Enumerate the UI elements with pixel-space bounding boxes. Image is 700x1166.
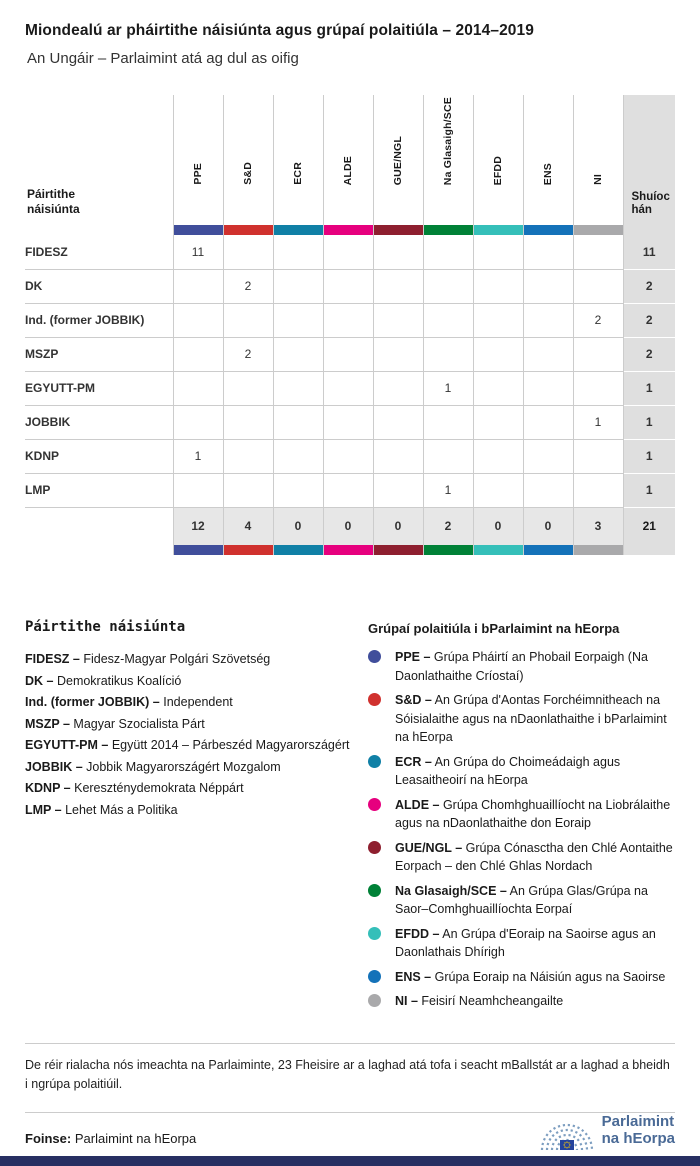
table-row	[25, 439, 675, 473]
party-name-cell: MSZP	[25, 337, 173, 371]
value-cell: 1	[573, 405, 623, 439]
value-cell	[573, 269, 623, 303]
value-cell: 1	[173, 439, 223, 473]
table-row	[25, 405, 675, 439]
group-color-bar	[574, 225, 623, 235]
value-cell	[323, 405, 373, 439]
value-cell	[323, 269, 373, 303]
value-cell	[523, 303, 573, 337]
group-header-ecr: ECR	[273, 95, 323, 225]
value-cell	[323, 439, 373, 473]
party-legend-item: EGYUTT-PM – Együtt 2014 – Párbeszéd Magyarországért	[25, 738, 350, 752]
value-cell	[223, 303, 273, 337]
value-cell	[373, 303, 423, 337]
group-legend-item: NI – Feisirí Neamhcheangailte	[368, 992, 675, 1011]
group-color-dot	[368, 798, 381, 811]
party-name-cell: Ind. (former JOBBIK)	[25, 303, 173, 337]
value-cell	[173, 405, 223, 439]
value-cell	[273, 303, 323, 337]
total-cell: 0	[373, 507, 423, 545]
value-cell	[523, 269, 573, 303]
value-cell	[273, 337, 323, 371]
value-cell: 1	[423, 371, 473, 405]
party-legend-item: KDNP – Kereszténydemokrata Néppárt	[25, 781, 244, 795]
value-cell	[573, 439, 623, 473]
value-cell: 2	[223, 337, 273, 371]
group-legend-item: GUE/NGL – Grúpa Cónasctha den Chlé Aontaithe Eorpach – den Chlé Ghlas Nordach	[368, 839, 675, 876]
seat-total-cell: 11	[623, 235, 675, 269]
party-name-cell: FIDESZ	[25, 235, 173, 269]
seat-total-cell: 1	[623, 473, 675, 507]
group-color-bar	[524, 545, 573, 555]
value-cell	[173, 473, 223, 507]
value-cell	[473, 303, 523, 337]
value-cell	[523, 473, 573, 507]
group-color-dot	[368, 693, 381, 706]
total-cell: 0	[523, 507, 573, 545]
group-header-ens: ENS	[523, 95, 573, 225]
value-cell	[223, 439, 273, 473]
value-cell	[273, 439, 323, 473]
value-cell	[523, 371, 573, 405]
value-cell	[323, 235, 373, 269]
value-cell	[473, 439, 523, 473]
seats-header-cell	[623, 95, 675, 225]
group-color-bar	[424, 225, 473, 235]
value-cell	[523, 405, 573, 439]
value-cell	[373, 371, 423, 405]
group-header-glasaigh: Na Glasaigh/SCE	[423, 95, 473, 225]
row-header-label: Páirtithe náisiúnta	[27, 187, 80, 216]
table-row	[25, 269, 675, 303]
value-cell	[423, 269, 473, 303]
group-header-guengl: GUE/NGL	[373, 95, 423, 225]
value-cell	[173, 269, 223, 303]
group-legend	[368, 619, 675, 1017]
source-label: Foinse:	[25, 1130, 72, 1146]
seats-table	[25, 95, 675, 555]
seat-total-cell: 2	[623, 337, 675, 371]
group-color-bar	[224, 225, 273, 235]
group-legend-heading: Grúpaí polaitiúla i bParlaimint na hEorpa	[368, 621, 620, 636]
ep-hemicycle-icon	[540, 1109, 594, 1153]
eu-flag-icon	[560, 1140, 574, 1150]
group-header-ni: NI	[573, 95, 623, 225]
value-cell	[323, 303, 373, 337]
group-legend-item: Na Glasaigh/SCE – An Grúpa Glas/Grúpa na Saor–Comhghuaillíochta Eorpaí	[368, 882, 675, 919]
value-cell	[273, 235, 323, 269]
source-text: Foinse: Parlaimint na hEorpa	[25, 1130, 197, 1146]
party-legend	[25, 619, 368, 1017]
group-color-bar	[174, 225, 223, 235]
total-cell: 4	[223, 507, 273, 545]
seat-total-cell: 2	[623, 269, 675, 303]
total-cell: 3	[573, 507, 623, 545]
group-color-bar	[374, 225, 423, 235]
value-cell	[423, 303, 473, 337]
value-cell	[223, 405, 273, 439]
group-color-bar	[274, 225, 323, 235]
group-color-bar	[424, 545, 473, 555]
value-cell	[423, 235, 473, 269]
value-cell	[573, 235, 623, 269]
group-color-dot	[368, 884, 381, 897]
page-title: Miondealú ar pháirtithe náisiúnta agus grúpaí polaitiúla – 2014–2019	[25, 22, 534, 39]
value-cell	[373, 439, 423, 473]
page-subtitle: An Ungáir – Parlaimint atá ag dul as oifig	[27, 50, 299, 67]
group-color-bar	[474, 545, 523, 555]
value-cell	[573, 371, 623, 405]
value-cell	[223, 473, 273, 507]
footer-bar	[0, 1156, 700, 1166]
group-header-sd: S&D	[223, 95, 273, 225]
footer-color-bar-row	[25, 545, 675, 555]
party-legend-item: Ind. (former JOBBIK) – Independent	[25, 695, 233, 709]
value-cell	[473, 405, 523, 439]
table-row	[25, 371, 675, 405]
group-color-bar	[174, 545, 223, 555]
ep-logo-text: Parlaimint na hEorpa	[601, 1113, 675, 1147]
value-cell	[423, 405, 473, 439]
value-cell	[423, 439, 473, 473]
total-cell: 0	[473, 507, 523, 545]
value-cell	[473, 337, 523, 371]
value-cell	[273, 405, 323, 439]
group-color-bar	[574, 545, 623, 555]
value-cell	[373, 235, 423, 269]
value-cell	[323, 371, 373, 405]
value-cell	[223, 371, 273, 405]
group-color-bar	[324, 545, 373, 555]
seat-total-cell: 1	[623, 371, 675, 405]
value-cell	[373, 337, 423, 371]
value-cell	[473, 235, 523, 269]
total-cell: 0	[323, 507, 373, 545]
value-cell	[173, 337, 223, 371]
group-legend-item: ENS – Grúpa Eoraip na Náisiún agus na Saoirse	[368, 968, 675, 987]
group-legend-item: ECR – An Grúpa do Choimeádaigh agus Leasaitheoirí na hEorpa	[368, 753, 675, 790]
seat-total-cell: 2	[623, 303, 675, 337]
party-legend-item: DK – Demokratikus Koalíció	[25, 673, 182, 688]
value-cell	[473, 269, 523, 303]
grand-total-cell: 21	[623, 507, 675, 545]
value-cell	[373, 473, 423, 507]
group-color-bar	[374, 545, 423, 555]
group-legend-item: ALDE – Grúpa Chomhghuaillíocht na Liobrálaithe agus na nDaonlathaithe don Eoraip	[368, 796, 675, 833]
value-cell	[473, 371, 523, 405]
group-color-dot	[368, 994, 381, 1007]
seat-total-cell: 1	[623, 439, 675, 473]
value-cell	[173, 371, 223, 405]
party-legend-heading: Páirtithe náisiúnta	[25, 619, 186, 635]
group-header-efdd: EFDD	[473, 95, 523, 225]
value-cell	[423, 337, 473, 371]
table-header-row	[25, 95, 675, 225]
legend-section	[25, 619, 675, 1017]
party-name-cell: EGYUTT-PM	[25, 371, 173, 405]
value-cell	[573, 473, 623, 507]
table-row	[25, 473, 675, 507]
group-color-bar	[524, 225, 573, 235]
value-cell: 2	[573, 303, 623, 337]
value-cell	[573, 337, 623, 371]
value-cell	[273, 473, 323, 507]
ep-logo	[540, 1109, 675, 1153]
group-header-alde: ALDE	[323, 95, 373, 225]
footnote: De réir rialacha nós imeachta na Parlaiminte, 23 Fheisire ar a laghad atá tofa i seacht mBallstát ar a laghad a bheidh i ngrúpa polaitiúil.	[25, 1043, 675, 1094]
value-cell	[373, 269, 423, 303]
value-cell	[173, 303, 223, 337]
value-cell	[323, 337, 373, 371]
group-color-dot	[368, 650, 381, 663]
party-legend-item: JOBBIK – Jobbik Magyarországért Mozgalom	[25, 759, 281, 774]
group-color-bar	[324, 225, 373, 235]
total-cell: 2	[423, 507, 473, 545]
total-cell: 12	[173, 507, 223, 545]
value-cell	[323, 473, 373, 507]
seat-total-cell: 1	[623, 405, 675, 439]
total-cell: 0	[273, 507, 323, 545]
group-color-dot	[368, 755, 381, 768]
group-legend-item: EFDD – An Grúpa d'Eoraip na Saoirse agus an Daonlathais Dhírigh	[368, 925, 675, 962]
group-color-dot	[368, 970, 381, 983]
group-color-dot	[368, 927, 381, 940]
group-legend-item: PPE – Grúpa Pháirtí an Phobail Eorpaigh (Na Daonlathaithe Críostaí)	[368, 648, 675, 685]
source-section	[25, 1112, 675, 1153]
party-name-cell: DK	[25, 269, 173, 303]
party-legend-item: MSZP – Magyar Szocialista Párt	[25, 716, 205, 731]
seats-header-label: Shuíochán	[631, 191, 670, 216]
table-row	[25, 235, 675, 269]
table-row	[25, 303, 675, 337]
group-legend-item: S&D – An Grúpa d'Aontas Forchéimnitheach na Sóisialaithe agus na nDaonlathaithe i bParlaimint na hEorpa	[368, 691, 675, 747]
value-cell	[523, 337, 573, 371]
value-cell: 1	[423, 473, 473, 507]
value-cell	[373, 405, 423, 439]
value-cell	[523, 235, 573, 269]
party-name-cell: KDNP	[25, 439, 173, 473]
group-color-bar	[224, 545, 273, 555]
group-color-bar	[474, 225, 523, 235]
value-cell	[273, 269, 323, 303]
value-cell: 2	[223, 269, 273, 303]
party-legend-item: LMP – Lehet Más a Politika	[25, 802, 178, 817]
row-header-cell	[25, 95, 173, 225]
table-row	[25, 337, 675, 371]
header-color-bar-row	[25, 225, 675, 235]
value-cell	[273, 371, 323, 405]
value-cell	[473, 473, 523, 507]
party-name-cell: LMP	[25, 473, 173, 507]
totals-row	[25, 507, 675, 545]
party-legend-item: FIDESZ – Fidesz-Magyar Polgári Szövetség	[25, 652, 271, 666]
value-cell	[523, 439, 573, 473]
value-cell	[223, 235, 273, 269]
group-color-bar	[274, 545, 323, 555]
group-header-ppe: PPE	[173, 95, 223, 225]
party-name-cell: JOBBIK	[25, 405, 173, 439]
value-cell: 11	[173, 235, 223, 269]
group-color-dot	[368, 841, 381, 854]
